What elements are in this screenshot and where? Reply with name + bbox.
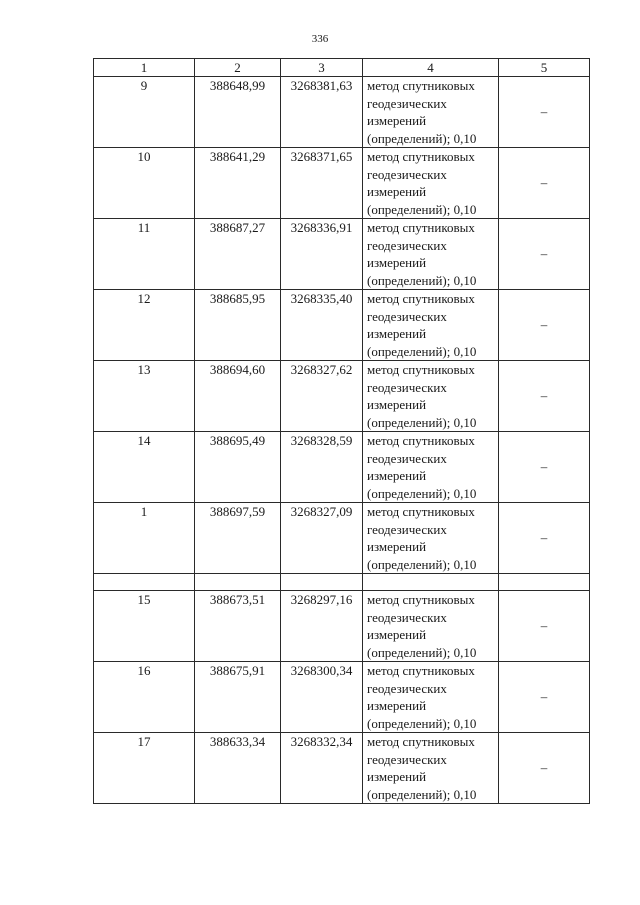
y-coordinate-cell: 3268297,16 — [281, 591, 363, 662]
method-line: (определений); 0,10 — [367, 556, 477, 572]
y-coordinate-cell: 3268381,63 — [281, 77, 363, 148]
header-col-1: 1 — [94, 59, 195, 77]
empty-cell — [499, 574, 590, 591]
table-row — [94, 432, 590, 503]
method-line: измерений — [367, 255, 427, 270]
method-line: измерений — [367, 627, 427, 642]
method-line: метод спутниковых — [367, 149, 475, 164]
method-cell — [363, 290, 499, 361]
method-cell — [363, 148, 499, 219]
table-row — [94, 591, 590, 662]
column-5-cell: – — [499, 503, 590, 574]
table-row — [94, 733, 590, 804]
method-line: геодезических — [367, 308, 447, 324]
column-5-cell: – — [499, 591, 590, 662]
table-body — [94, 77, 590, 804]
method-cell — [363, 591, 499, 662]
column-5-cell: – — [499, 219, 590, 290]
point-number-cell: 12 — [94, 290, 195, 361]
method-line: геодезических — [367, 680, 447, 696]
method-line: (определений); 0,10 — [367, 715, 477, 731]
coordinates-table — [93, 58, 590, 804]
point-number-cell: 17 — [94, 733, 195, 804]
method-line: метод спутниковых — [367, 78, 475, 93]
method-line: (определений); 0,10 — [367, 272, 477, 288]
table-row — [94, 503, 590, 574]
method-line: измерений — [367, 698, 427, 713]
method-line: метод спутниковых — [367, 504, 475, 519]
method-line: (определений); 0,10 — [367, 201, 477, 217]
point-number-cell: 9 — [94, 77, 195, 148]
header-col-4: 4 — [363, 59, 499, 77]
header-col-5: 5 — [499, 59, 590, 77]
table-row — [94, 77, 590, 148]
y-coordinate-cell: 3268327,62 — [281, 361, 363, 432]
method-line: (определений); 0,10 — [367, 130, 477, 146]
y-coordinate-cell: 3268327,09 — [281, 503, 363, 574]
point-number-cell: 15 — [94, 591, 195, 662]
x-coordinate-cell: 388633,34 — [195, 733, 281, 804]
method-line: геодезических — [367, 166, 447, 182]
method-line: метод спутниковых — [367, 433, 475, 448]
method-line: (определений); 0,10 — [367, 644, 477, 660]
table-spacer-row — [94, 574, 590, 591]
x-coordinate-cell: 388697,59 — [195, 503, 281, 574]
method-line: геодезических — [367, 751, 447, 767]
page-number: 336 — [311, 33, 329, 45]
method-cell — [363, 219, 499, 290]
method-line: геодезических — [367, 521, 447, 537]
empty-cell — [281, 574, 363, 591]
y-coordinate-cell: 3268332,34 — [281, 733, 363, 804]
method-line: метод спутниковых — [367, 734, 475, 749]
column-5-cell: – — [499, 432, 590, 503]
table-row — [94, 219, 590, 290]
empty-cell — [195, 574, 281, 591]
point-number-cell: 13 — [94, 361, 195, 432]
method-line: (определений); 0,10 — [367, 343, 477, 359]
x-coordinate-cell: 388687,27 — [195, 219, 281, 290]
method-line: измерений — [367, 468, 427, 483]
y-coordinate-cell: 3268300,34 — [281, 662, 363, 733]
method-line: метод спутниковых — [367, 291, 475, 306]
y-coordinate-cell: 3268336,91 — [281, 219, 363, 290]
method-line: геодезических — [367, 95, 447, 111]
method-cell — [363, 733, 499, 804]
x-coordinate-cell: 388673,51 — [195, 591, 281, 662]
method-line: измерений — [367, 539, 427, 554]
table-row — [94, 361, 590, 432]
empty-cell — [363, 574, 499, 591]
method-line: измерений — [367, 769, 427, 784]
table-row — [94, 148, 590, 219]
method-line: метод спутниковых — [367, 592, 475, 607]
x-coordinate-cell: 388695,49 — [195, 432, 281, 503]
method-line: (определений); 0,10 — [367, 485, 477, 501]
method-line: измерений — [367, 113, 427, 128]
column-5-cell: – — [499, 77, 590, 148]
x-coordinate-cell: 388648,99 — [195, 77, 281, 148]
empty-cell — [94, 574, 195, 591]
method-cell — [363, 432, 499, 503]
column-5-cell: – — [499, 361, 590, 432]
method-cell — [363, 77, 499, 148]
column-5-cell: – — [499, 290, 590, 361]
method-cell — [363, 503, 499, 574]
method-cell — [363, 361, 499, 432]
point-number-cell: 10 — [94, 148, 195, 219]
method-line: измерений — [367, 326, 427, 341]
method-line: измерений — [367, 397, 427, 412]
method-line: (определений); 0,10 — [367, 414, 477, 430]
method-line: геодезических — [367, 450, 447, 466]
method-cell — [363, 662, 499, 733]
y-coordinate-cell: 3268335,40 — [281, 290, 363, 361]
method-line: метод спутниковых — [367, 220, 475, 235]
table-row — [94, 662, 590, 733]
x-coordinate-cell: 388675,91 — [195, 662, 281, 733]
method-line: геодезических — [367, 609, 447, 625]
method-line: (определений); 0,10 — [367, 786, 477, 802]
point-number-cell: 14 — [94, 432, 195, 503]
header-col-2: 2 — [195, 59, 281, 77]
method-line: геодезических — [367, 379, 447, 395]
method-line: геодезических — [367, 237, 447, 253]
column-5-cell: – — [499, 733, 590, 804]
x-coordinate-cell: 388641,29 — [195, 148, 281, 219]
column-5-cell: – — [499, 662, 590, 733]
x-coordinate-cell: 388694,60 — [195, 361, 281, 432]
header-col-3: 3 — [281, 59, 363, 77]
x-coordinate-cell: 388685,95 — [195, 290, 281, 361]
column-5-cell: – — [499, 148, 590, 219]
table-header-row — [94, 59, 590, 77]
point-number-cell: 1 — [94, 503, 195, 574]
method-line: метод спутниковых — [367, 362, 475, 377]
point-number-cell: 11 — [94, 219, 195, 290]
method-line: метод спутниковых — [367, 663, 475, 678]
method-line: измерений — [367, 184, 427, 199]
table-row — [94, 290, 590, 361]
y-coordinate-cell: 3268328,59 — [281, 432, 363, 503]
y-coordinate-cell: 3268371,65 — [281, 148, 363, 219]
point-number-cell: 16 — [94, 662, 195, 733]
